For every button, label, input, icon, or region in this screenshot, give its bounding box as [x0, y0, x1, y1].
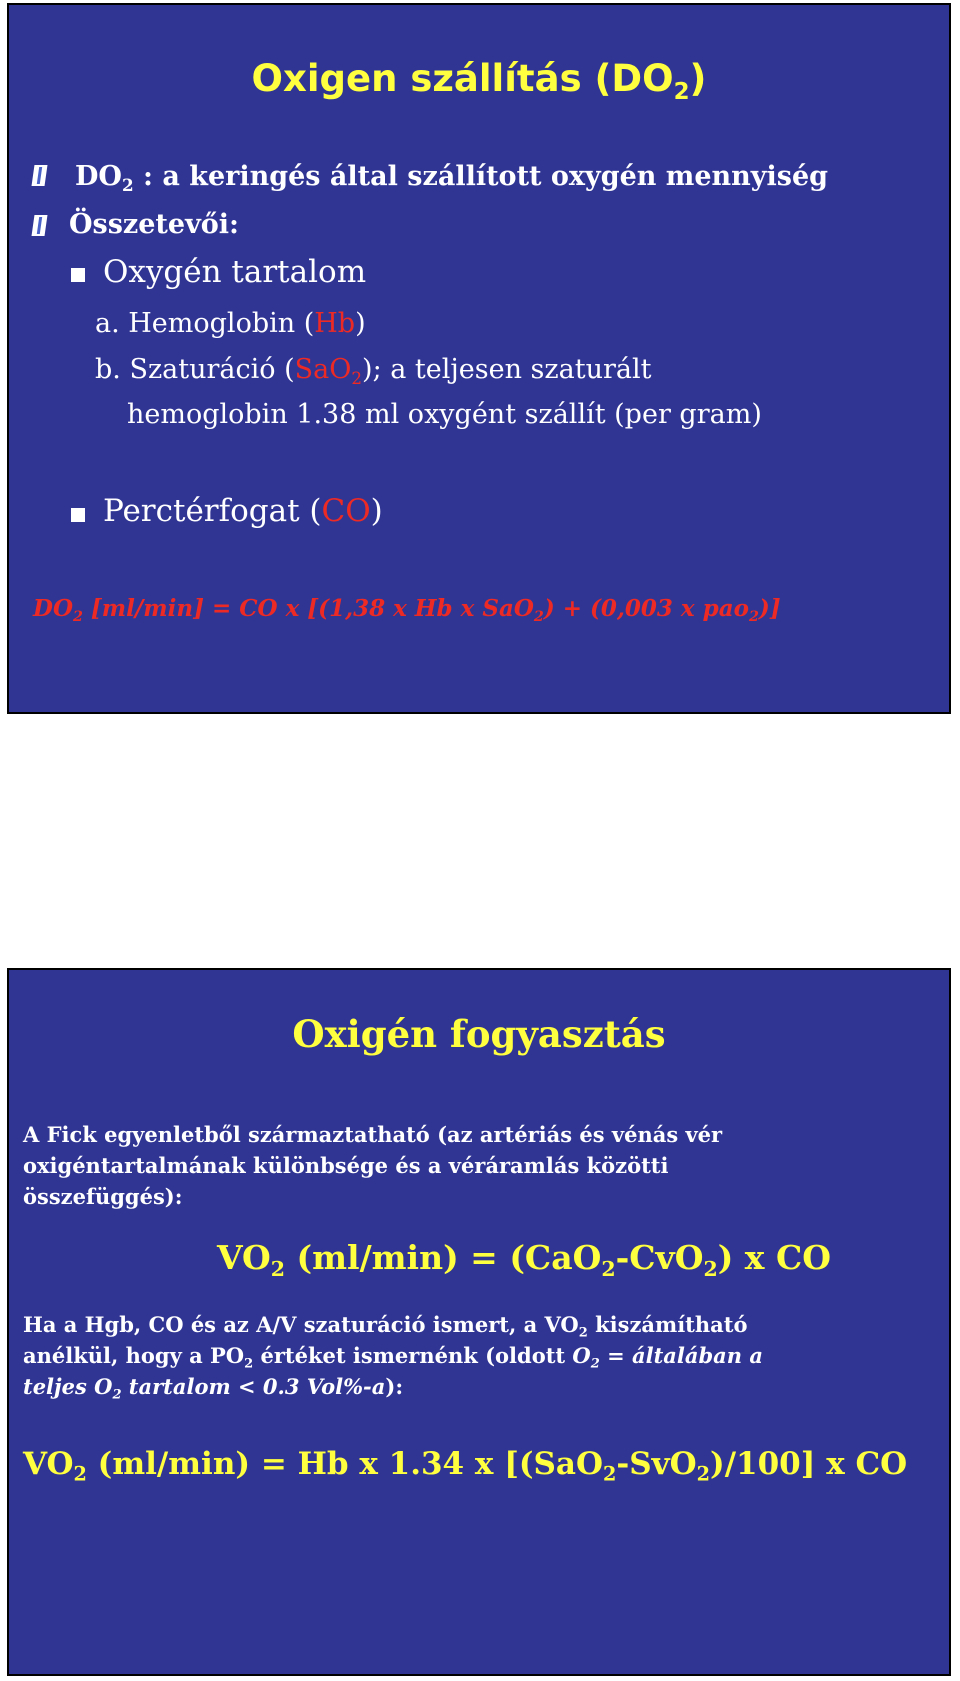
- calc-paragraph-line-1: Ha a Hgb, CO és az A/V szaturáció ismert, a $VO_2$ kiszámítható: [23, 1312, 748, 1341]
- item-saturation-continued: hemoglobin 1.38 ml oxygént szállít (per gram): [127, 399, 762, 430]
- do2-formula: $DO_2$ [ml/min] = CO x [(1,38 x Hb x SaO$_2$) + (0,003 x pao$_2$)]: [33, 595, 781, 625]
- slide-oxygen-delivery: [7, 3, 951, 714]
- slide-oxygen-consumption: [7, 968, 951, 1676]
- calc-paragraph-line-3: teljes $O_2$ tartalom < 0.3 Vol%-a):: [23, 1374, 404, 1403]
- bullet-icon: [32, 165, 48, 186]
- vo2-fick-formula: $VO_2$ (ml/min) = (CaO$_2$-CvO$_2$) x CO: [217, 1238, 831, 1282]
- bullet-do2-definition: $DO_2$ : a keringés által szállított oxygén mennyiség: [75, 161, 828, 195]
- slide2-title: Oxigén fogyasztás: [292, 1012, 666, 1056]
- fick-paragraph-line-3: összefüggés):: [23, 1184, 183, 1209]
- fick-paragraph-line-2: oxigéntartalmának különbsége és a véráramlás közötti: [23, 1153, 669, 1178]
- bullet-icon: [32, 215, 48, 236]
- item-hemoglobin: a. Hemoglobin (Hb): [95, 308, 366, 339]
- vo2-saturation-formula: $VO_2$ (ml/min) = Hb x 1.34 x [(SaO$_2$-SvO$_2$)/100] x CO: [23, 1446, 908, 1486]
- square-bullet-icon: [71, 268, 85, 282]
- fick-paragraph-line-1: A Fick egyenletből származtatható (az artériás és vénás vér: [23, 1122, 723, 1147]
- item-cardiac-output: Perctérfogat (CO): [103, 493, 383, 529]
- square-bullet-icon: [71, 508, 85, 522]
- item-oxygen-content: Oxygén tartalom: [103, 254, 367, 290]
- slide1-title: Oxigen szállítás $(DO_2)$: [251, 57, 707, 106]
- calc-paragraph-line-2: anélkül, hogy a $PO_2$ értéket ismernénk (oldott $O_2$ = általában a: [23, 1343, 763, 1372]
- bullet-components: Összetevői:: [69, 209, 240, 240]
- item-saturation: b. Szaturáció (SaO$_2$); a teljesen szaturált: [95, 354, 652, 388]
